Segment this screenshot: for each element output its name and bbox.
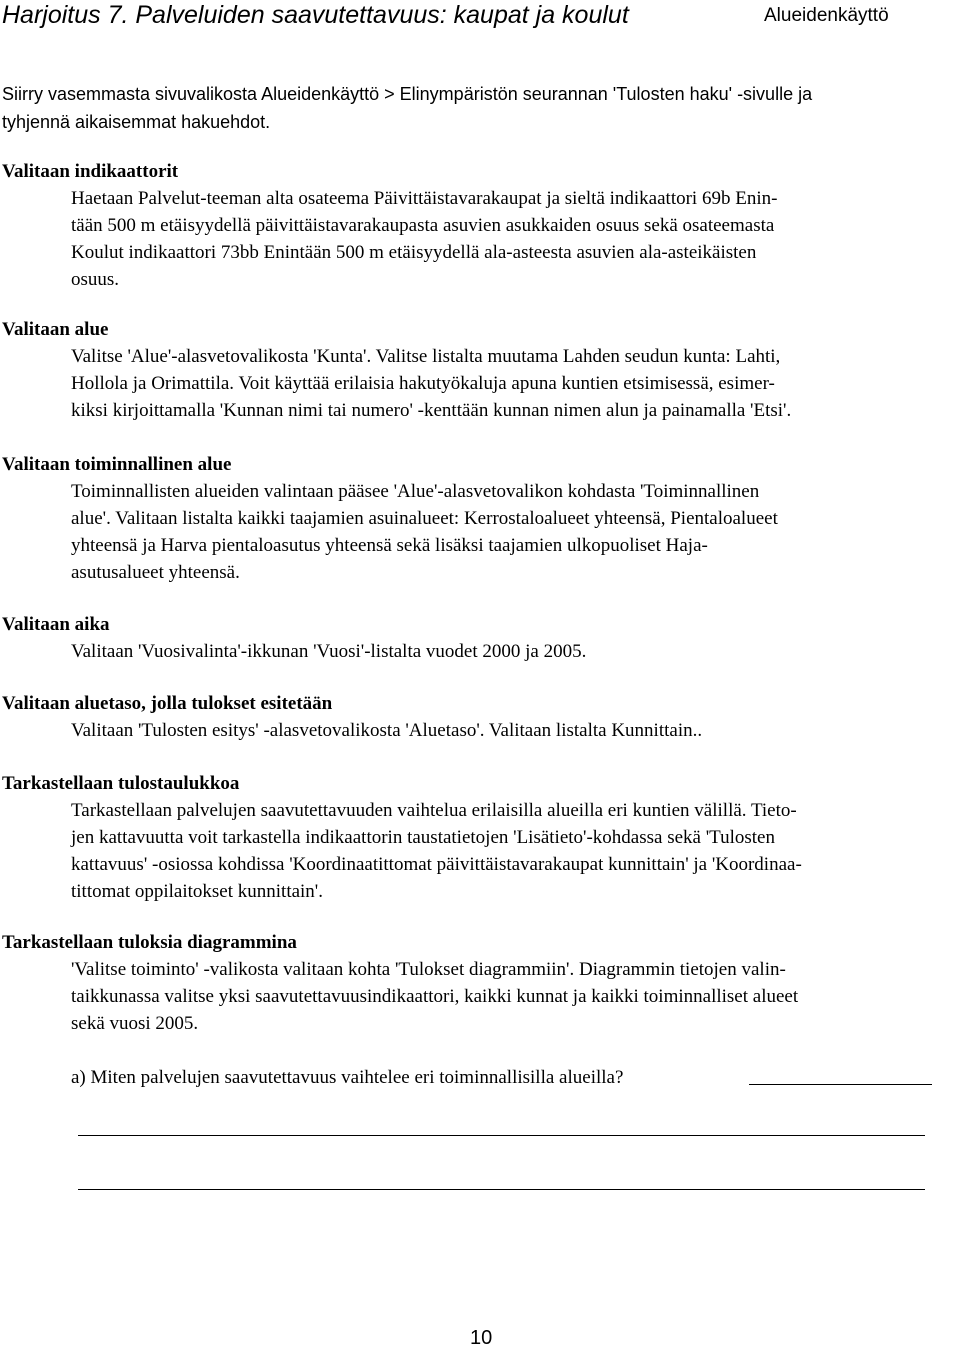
body-line: Valitse 'Alue'-alasvetovalikosta 'Kunta'. Valitse listalta muutama Lahden seudun kunta: Lahti, (71, 346, 781, 367)
answer-line[interactable] (78, 1135, 925, 1136)
section-heading-results-table: Tarkastellaan tulostaulukkoa (2, 773, 240, 794)
subject-label: Alueidenkäyttö (764, 5, 889, 26)
body-line: kiksi kirjoittamalla 'Kunnan nimi tai numero' -kenttään kunnan nimen alun ja painamalla 'Etsi'. (71, 400, 792, 421)
body-line: kattavuus' -osiossa kohdissa 'Koordinaatittomat päivittäistavarakaupat kunnittain' ja 'Koordinaa- (71, 854, 802, 875)
intro-line: tyhjennä aikaisemmat hakuehdot. (2, 112, 271, 132)
body-line: tittomat oppilaitokset kunnittain'. (71, 881, 323, 902)
body-line: yhteensä ja Harva pientaloasutus yhteensä sekä lisäksi taajamien ulkopuoliset Haja- (71, 535, 708, 556)
section-heading-indicators: Valitaan indikaattorit (2, 161, 179, 182)
body-line: asutusalueet yhteensä. (71, 562, 240, 583)
body-line: tään 500 m etäisyydellä päivittäistavarakaupasta asuvien asukkaiden osuus sekä osateemasta (71, 215, 775, 236)
body-line: osuus. (71, 269, 120, 290)
body-line: sekä vuosi 2005. (71, 1013, 199, 1034)
body-line: Valitaan 'Tulosten esitys' -alasvetovalikosta 'Aluetaso'. Valitaan listalta Kunnittain.. (71, 720, 703, 741)
body-line: Hollola ja Orimattila. Voit käyttää erilaisia hakutyökaluja apuna kuntien etsimisessä, esimer- (71, 373, 775, 394)
body-line: Tarkastellaan palvelujen saavutettavuuden vaihtelua erilaisilla alueilla eri kuntien välillä. Tieto- (71, 800, 797, 821)
section-heading-results-chart: Tarkastellaan tuloksia diagrammina (2, 932, 297, 953)
body-line: alue'. Valitaan listalta kaikki taajamien asuinalueet: Kerrostaloalueet yhteensä, Pientaloalueet (71, 508, 778, 529)
body-line: jen kattavuutta voit tarkastella indikaattorin taustatietojen 'Lisätieto'-kohdassa sekä 'Tulosten (71, 827, 775, 848)
body-line: Toiminnallisten alueiden valintaan pääsee 'Alue'-alasvetovalikon kohdasta 'Toiminnallinen (71, 481, 760, 502)
body-line: Koulut indikaattori 73bb Enintään 500 m etäisyydellä ala-asteesta asuvien ala-asteikäisten (71, 242, 757, 263)
section-heading-area: Valitaan alue (2, 319, 109, 340)
section-heading-area-level: Valitaan aluetaso, jolla tulokset esitetään (2, 693, 333, 714)
page-number: 10 (470, 1327, 493, 1349)
section-heading-time: Valitaan aika (2, 614, 110, 635)
section-heading-functional-area: Valitaan toiminnallinen alue (2, 454, 232, 475)
question-a: a) Miten palvelujen saavutettavuus vaihtelee eri toiminnallisilla alueilla? (71, 1067, 624, 1088)
page-title: Harjoitus 7. Palveluiden saavutettavuus: kaupat ja koulut (2, 1, 629, 29)
body-line: 'Valitse toiminto' -valikosta valitaan kohta 'Tulokset diagrammiin'. Diagrammin tietojen valin- (71, 959, 786, 980)
body-line: Valitaan 'Vuosivalinta'-ikkunan 'Vuosi'-listalta vuodet 2000 ja 2005. (71, 641, 587, 662)
intro-line: Siirry vasemmasta sivuvalikosta Alueidenkäyttö > Elinympäristön seurannan 'Tulosten haku' -sivulle ja (2, 84, 813, 104)
body-line: Haetaan Palvelut-teeman alta osateema Päivittäistavarakaupat ja sieltä indikaattori 69b Enin- (71, 188, 778, 209)
body-line: taikkunassa valitse yksi saavutettavuusindikaattori, kaikki kunnat ja kaikki toiminnalliset alueet (71, 986, 799, 1007)
answer-line[interactable] (78, 1189, 925, 1190)
answer-line[interactable] (749, 1084, 932, 1085)
